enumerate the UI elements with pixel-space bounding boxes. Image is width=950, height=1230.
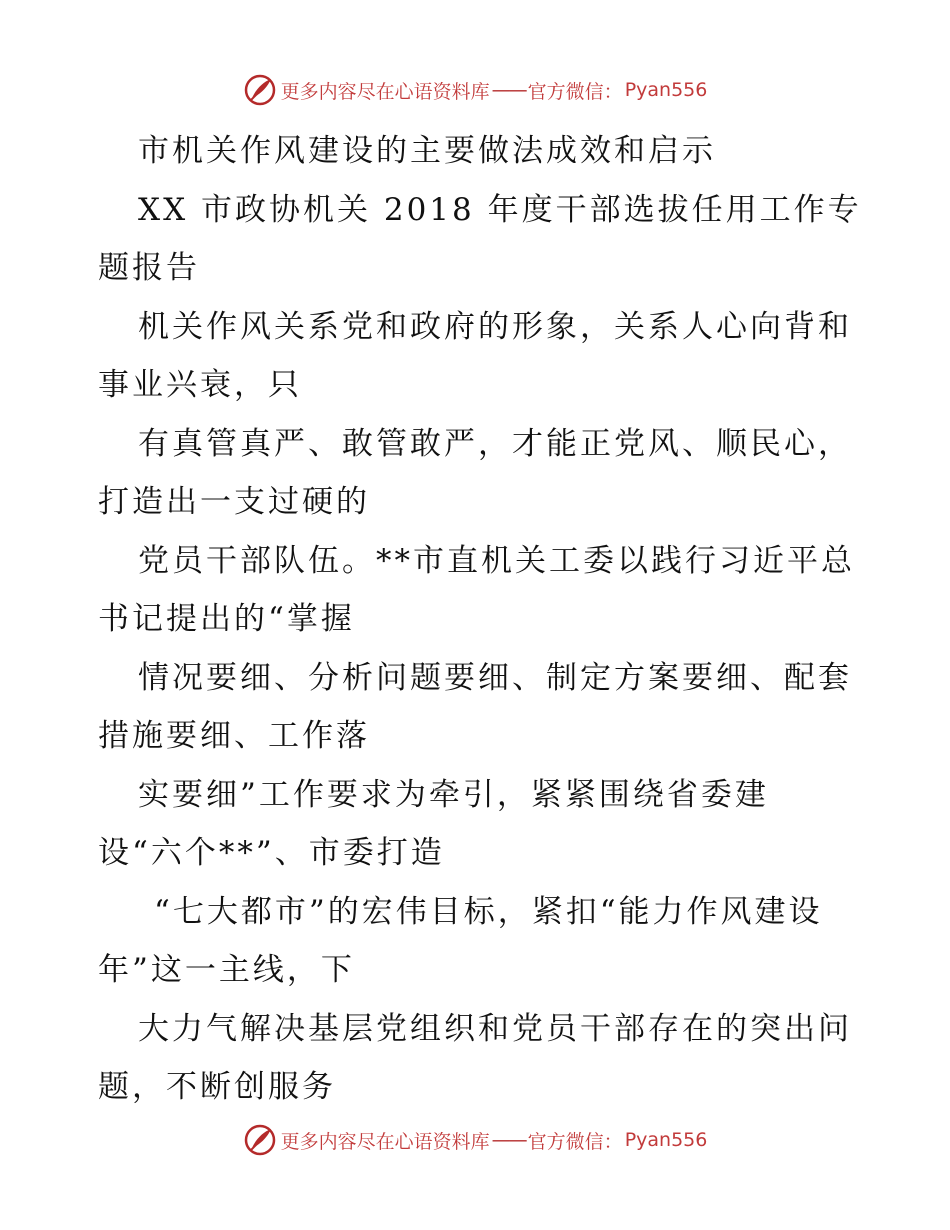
document-line: XX 市政协机关 2018 年度干部选拔任用工作专 bbox=[138, 191, 862, 228]
document-title: 市机关作风建设的主要做法成效和启示 bbox=[138, 133, 716, 169]
document-line: 题，不断创服务 bbox=[98, 1069, 336, 1105]
document-line: 党员干部队伍。**市直机关工委以践行习近平总 bbox=[138, 542, 855, 579]
document-line: 实要细”工作要求为牵引，紧紧围绕省委建 bbox=[138, 776, 769, 813]
header-watermark-banner bbox=[0, 70, 950, 110]
banner-tagline: 更多内容尽在心语资料库 bbox=[280, 80, 490, 103]
document-line: “七大都市”的宏伟目标，紧扣“能力作风建设 bbox=[154, 893, 823, 930]
document-line: 机关作风关系党和政府的形象，关系人心向背和 bbox=[138, 308, 852, 345]
document-line: 事业兴衰，只 bbox=[98, 367, 302, 403]
document-line: 书记提出的“掌握 bbox=[98, 601, 355, 637]
feather-quill-logo-icon bbox=[243, 1123, 277, 1157]
document-body bbox=[98, 122, 868, 1117]
document-line: 情况要细、分析问题要细、制定方案要细、配套 bbox=[138, 659, 852, 696]
banner-tagline: 更多内容尽在心语资料库 bbox=[280, 1130, 490, 1153]
document-line: 设“六个**”、市委打造 bbox=[98, 835, 445, 871]
document-line: 有真管真严、敢管敢严，才能正党风、顺民心， bbox=[138, 425, 852, 462]
banner-wechat-handle: Pyan556 bbox=[624, 1129, 708, 1151]
banner-wechat-label: 官方微信： bbox=[527, 1130, 623, 1153]
footer-watermark-banner bbox=[0, 1120, 950, 1160]
feather-quill-logo-icon bbox=[243, 73, 277, 107]
banner-wechat-label: 官方微信： bbox=[527, 80, 623, 103]
banner-dash: —— bbox=[491, 1129, 526, 1151]
document-line: 题报告 bbox=[98, 250, 200, 286]
document-line: 大力气解决基层党组织和党员干部存在的突出问 bbox=[138, 1010, 852, 1047]
document-line: 年”这一主线，下 bbox=[98, 952, 355, 988]
document-line: 措施要细、工作落 bbox=[98, 718, 370, 754]
banner-wechat-handle: Pyan556 bbox=[624, 79, 708, 101]
document-line: 打造出一支过硬的 bbox=[98, 484, 370, 520]
banner-dash: —— bbox=[491, 79, 526, 101]
